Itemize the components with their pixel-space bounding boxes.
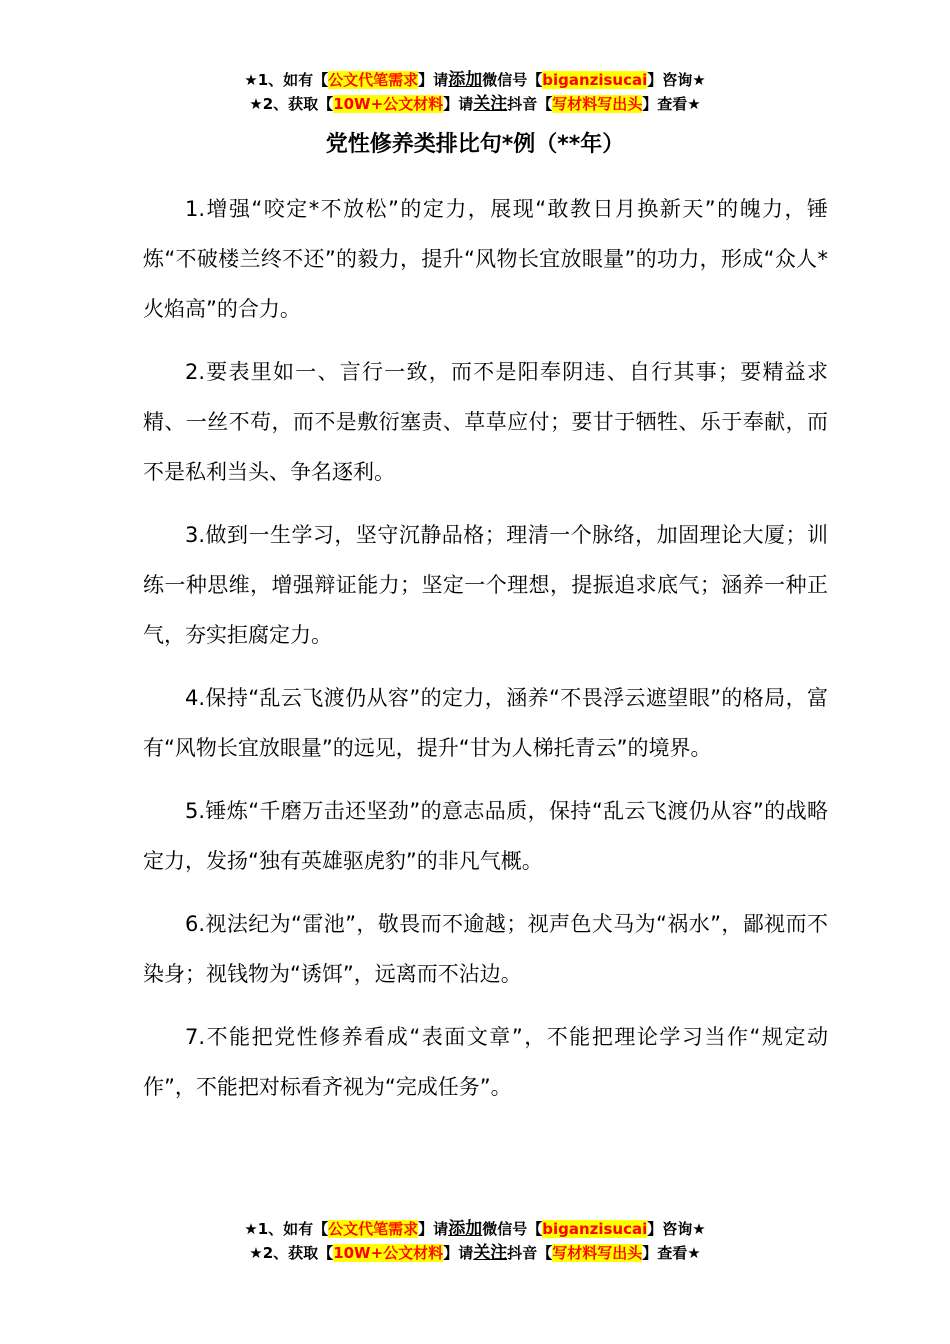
banner-text: 】请 xyxy=(443,95,474,113)
banner-text: 】请 xyxy=(443,1244,474,1262)
underlined-text: 添加 xyxy=(448,1219,483,1239)
highlight-materials: 10W+公文材料 xyxy=(333,95,444,113)
underlined-text: 关注 xyxy=(473,1243,508,1263)
highlight-service: 公文代笔需求 xyxy=(328,1220,419,1238)
highlight-wechat-id: biganzisucai xyxy=(542,71,648,89)
document-title: 党性修养类排比句*例（**年） xyxy=(325,132,625,157)
banner-text: 】咨询★ xyxy=(647,71,706,89)
paragraph-6: 6.视法纪为“雷池”，敬畏而不逾越；视声色犬马为“祸水”，鄙视而不染身；视钱物为“诱饵”，远离而不沾边。 xyxy=(143,912,828,986)
highlight-douyin-id: 写材料写出头 xyxy=(552,1244,643,1262)
banner-text: 抖音【 xyxy=(507,95,553,113)
banner-line-1 xyxy=(0,68,950,92)
banner-line-2 xyxy=(0,92,950,116)
banner-text: ★2、获取【 xyxy=(249,95,334,113)
highlight-douyin-id: 写材料写出头 xyxy=(552,95,643,113)
highlight-service: 公文代笔需求 xyxy=(328,71,419,89)
highlight-materials: 10W+公文材料 xyxy=(333,1244,444,1262)
banner-line-2 xyxy=(0,1241,950,1265)
footer-banner xyxy=(0,1217,950,1265)
banner-line-1 xyxy=(0,1217,950,1241)
paragraph-5: 5.锤炼“千磨万击还坚劲”的意志品质，保持“乱云飞渡仍从容”的战略定力，发扬“独有英雄驱虎豹”的非凡气概。 xyxy=(143,799,828,873)
banner-text: ★1、如有【 xyxy=(244,1220,329,1238)
banner-text: ★2、获取【 xyxy=(249,1244,334,1262)
underlined-text: 添加 xyxy=(448,70,483,90)
banner-text: 微信号【 xyxy=(482,1220,543,1238)
banner-text: 】请 xyxy=(418,1220,449,1238)
paragraph-4: 4.保持“乱云飞渡仍从容”的定力，涵养“不畏浮云遮望眼”的格局，富有“风物长宜放眼量”的远见，提升“甘为人梯托青云”的境界。 xyxy=(143,686,828,760)
banner-text: 】查看★ xyxy=(642,95,701,113)
banner-text: 】咨询★ xyxy=(647,1220,706,1238)
paragraph-1: 1.增强“咬定*不放松”的定力，展现“敢教日月换新天”的魄力，锤炼“不破楼兰终不还”的毅力，提升“风物长宜放眼量”的功力，形成“众人*火焰高”的合力。 xyxy=(143,197,828,321)
banner-text: 】查看★ xyxy=(642,1244,701,1262)
banner-text: ★1、如有【 xyxy=(244,71,329,89)
paragraph-7: 7.不能把党性修养看成“表面文章”，不能把理论学习当作“规定动作”，不能把对标看齐视为“完成任务”。 xyxy=(143,1025,828,1099)
paragraph-3: 3.做到一生学习，坚守沉静品格；理清一个脉络，加固理论大厦；训练一种思维，增强辩证能力；坚定一个理想，提振追求底气；涵养一种正气，夯实拒腐定力。 xyxy=(143,523,828,647)
header-banner xyxy=(0,68,950,116)
banner-text: 】请 xyxy=(418,71,449,89)
banner-text: 微信号【 xyxy=(482,71,543,89)
banner-text: 抖音【 xyxy=(507,1244,553,1262)
highlight-wechat-id: biganzisucai xyxy=(542,1220,648,1238)
paragraph-2: 2.要表里如一、言行一致，而不是阳奉阴违、自行其事；要精益求精、一丝不苟，而不是敷衍塞责、草草应付；要甘于牺牲、乐于奉献，而不是私利当头、争名逐利。 xyxy=(143,360,828,484)
underlined-text: 关注 xyxy=(473,94,508,114)
document-body xyxy=(143,184,828,1125)
